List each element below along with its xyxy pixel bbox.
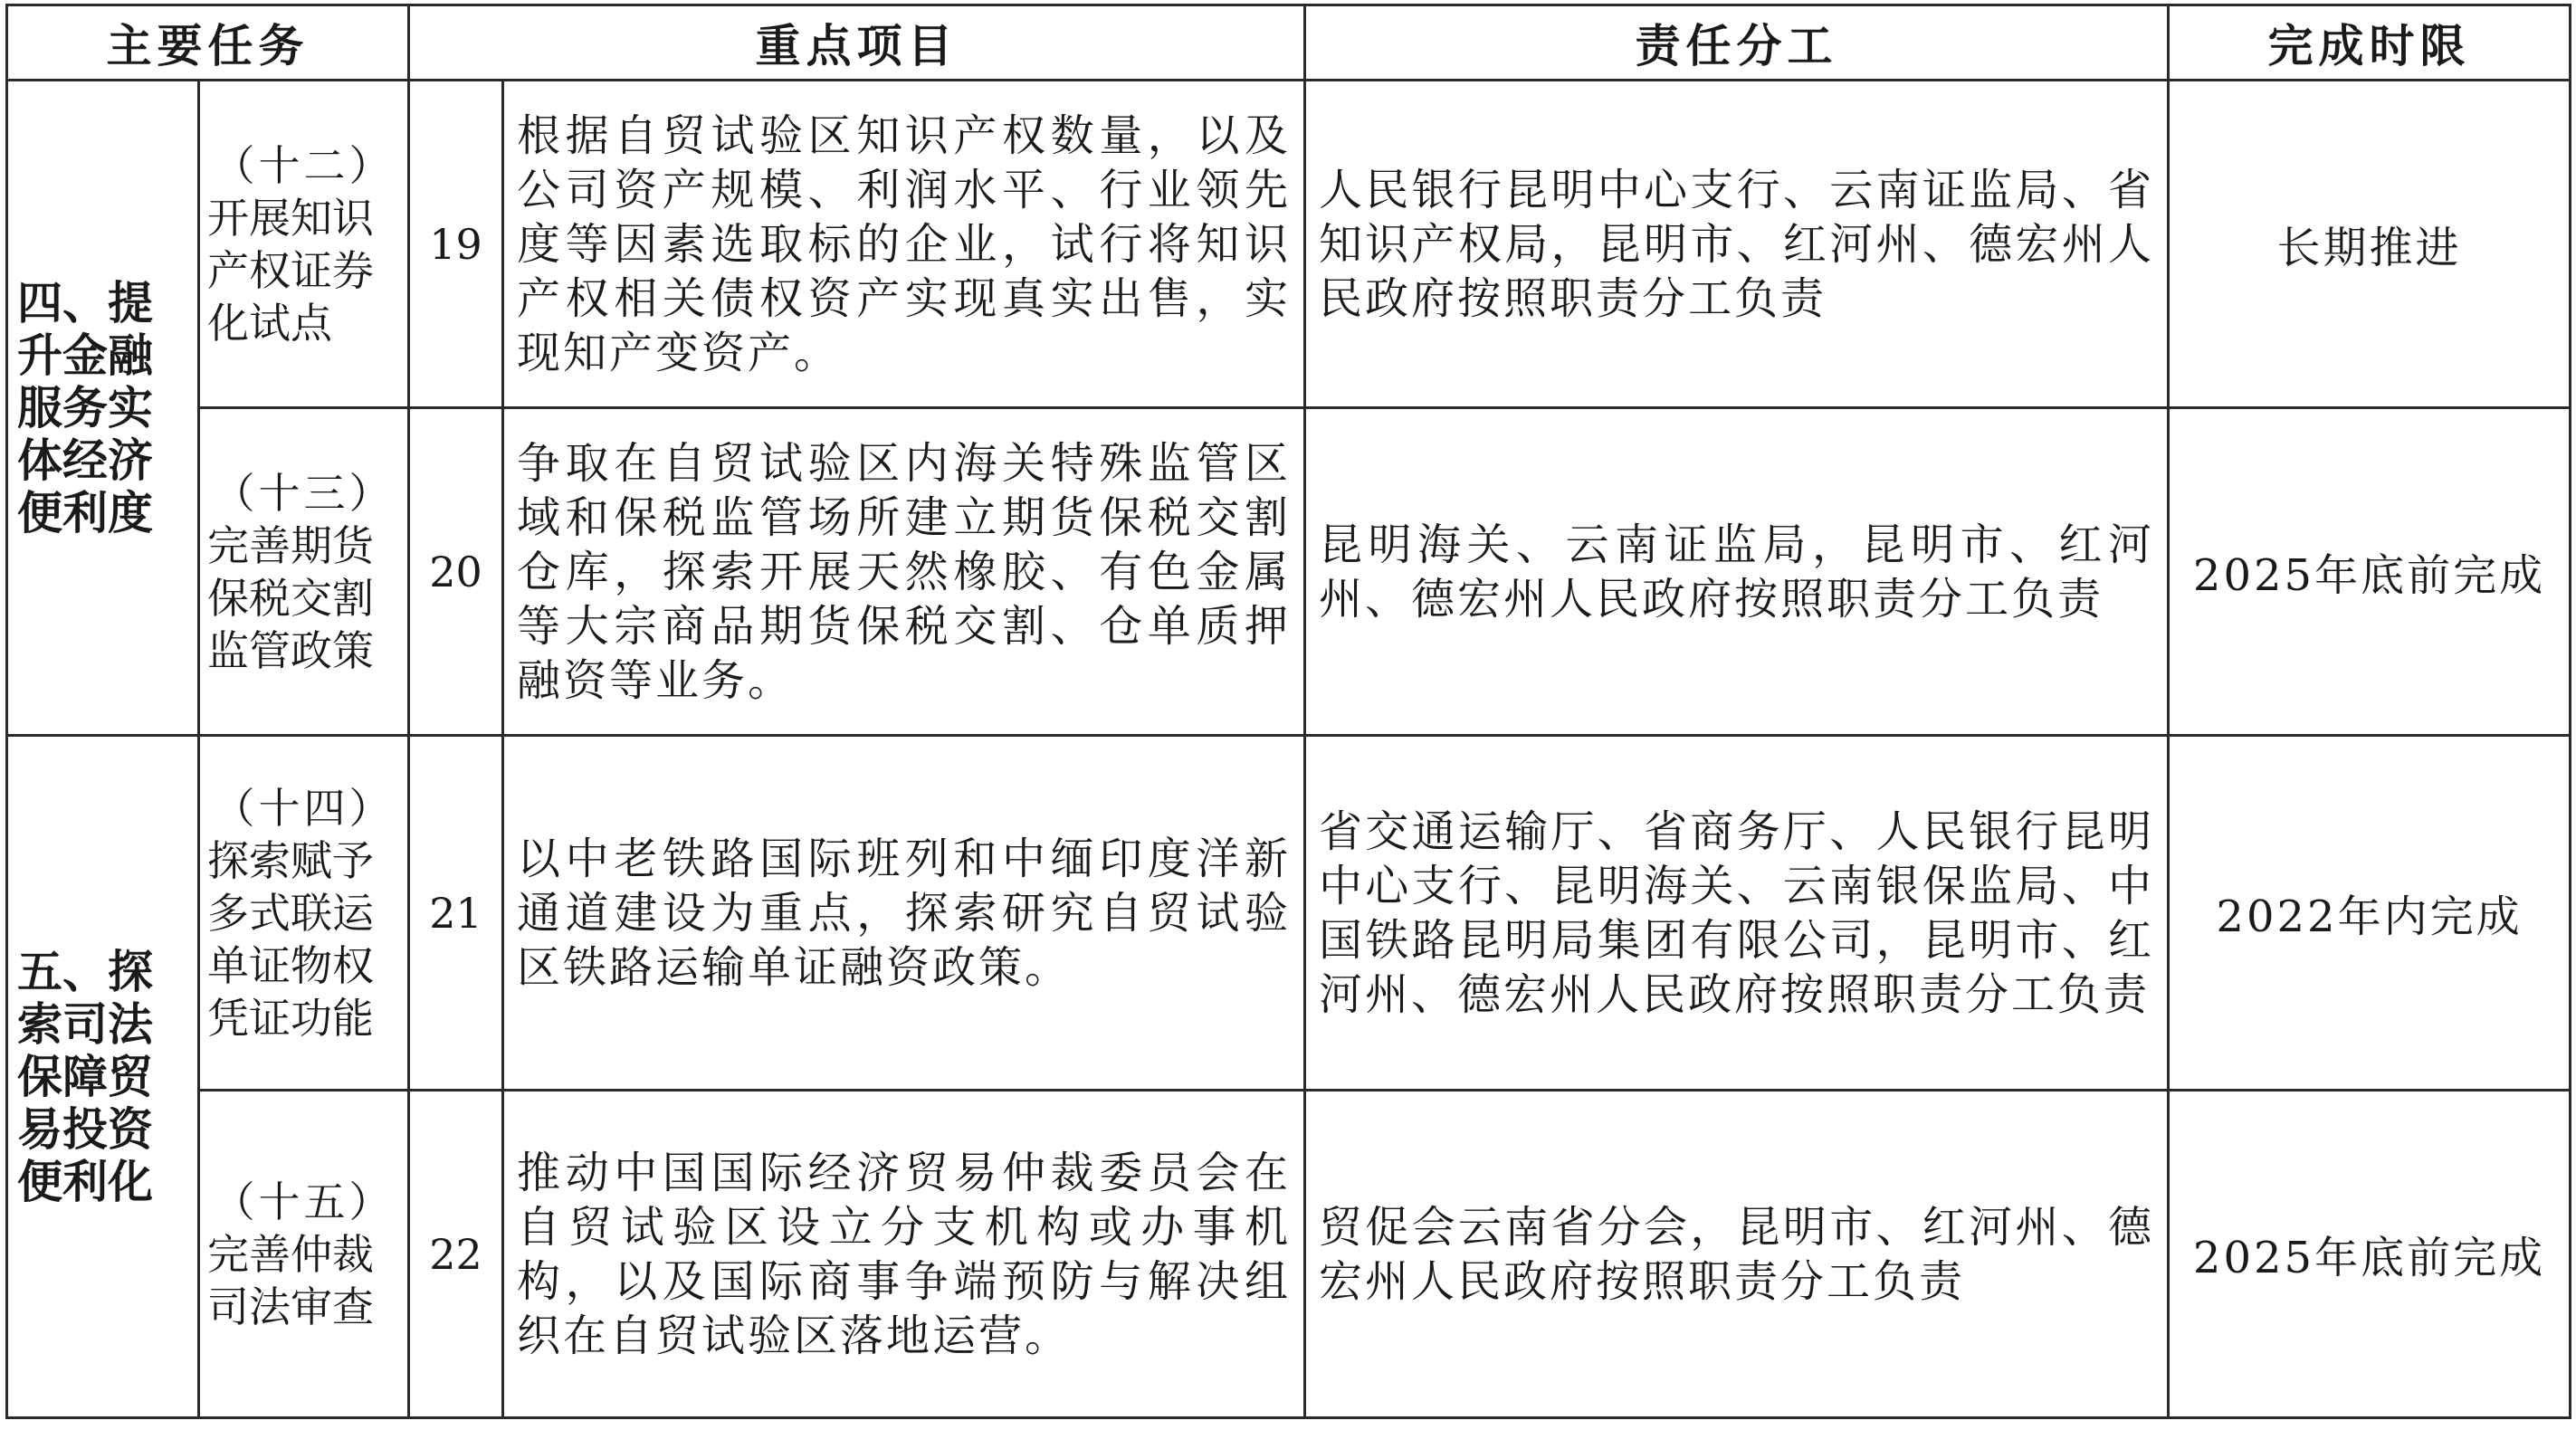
project-cell: 以中老铁路国际班列和中缅印度洋新通道建设为重点，探索研究自贸试验区铁路运输单证融资政策。 — [503, 736, 1305, 1091]
responsibility-cell: 贸促会云南省分会，昆明市、红河州、德宏州人民政府按照职责分工负责 — [1305, 1091, 2169, 1418]
table-row — [7, 1091, 2571, 1418]
item-number: 20 — [409, 408, 503, 736]
responsibility-cell: 昆明海关、云南证监局，昆明市、红河州、德宏州人民政府按照职责分工负责 — [1305, 408, 2169, 736]
item-number: 21 — [409, 736, 503, 1091]
subtask-number: （十二） — [213, 140, 395, 190]
table-row — [7, 81, 2571, 408]
subtask-cell — [199, 736, 409, 1091]
subtask-title: 完善仲裁司法审查 — [207, 1229, 374, 1331]
subtask-cell — [199, 408, 409, 736]
responsibility-cell: 省交通运输厅、省商务厅、人民银行昆明中心支行、昆明海关、云南银保监局、中国铁路昆明局集团有限公司，昆明市、红河州、德宏州人民政府按照职责分工负责 — [1305, 736, 2169, 1091]
project-cell: 争取在自贸试验区内海关特殊监管区域和保税监管场所建立期货保税交割仓库，探索开展天然橡胶、有色金属等大宗商品期货保税交割、仓单质押融资等业务。 — [503, 408, 1305, 736]
deadline-cell: 长期推进 — [2169, 81, 2571, 408]
category-cell: 四、提升金融服务实体经济便利度 — [7, 81, 199, 736]
subtask-number: （十四） — [213, 783, 395, 833]
category-cell: 五、探索司法保障贸易投资便利化 — [7, 736, 199, 1418]
project-cell: 根据自贸试验区知识产权数量，以及公司资产规模、利润水平、行业领先度等因素选取标的企业，试行将知识产权相关债权资产实现真实出售，实现知产变资产。 — [503, 81, 1305, 408]
header-project: 重点项目 — [409, 5, 1305, 81]
task-table — [5, 4, 2571, 1419]
subtask-number: （十三） — [213, 468, 395, 518]
item-number: 22 — [409, 1091, 503, 1418]
subtask-title: 探索赋予多式联运单证物权凭证功能 — [207, 835, 374, 1043]
table-row — [7, 408, 2571, 736]
subtask-number: （十五） — [213, 1177, 395, 1226]
subtask-title: 开展知识产权证券化试点 — [207, 193, 374, 348]
responsibility-cell: 人民银行昆明中心支行、云南证监局、省知识产权局，昆明市、红河州、德宏州人民政府按照职责分工负责 — [1305, 81, 2169, 408]
project-cell: 推动中国国际经济贸易仲裁委员会在自贸试验区设立分支机构或办事机构，以及国际商事争端预防与解决组织在自贸试验区落地运营。 — [503, 1091, 1305, 1418]
deadline-cell: 2022年内完成 — [2169, 736, 2571, 1091]
header-deadline: 完成时限 — [2169, 5, 2571, 81]
deadline-cell: 2025年底前完成 — [2169, 1091, 2571, 1418]
subtask-cell — [199, 1091, 409, 1418]
header-responsibility: 责任分工 — [1305, 5, 2169, 81]
subtask-title: 完善期货保税交割监管政策 — [207, 520, 374, 675]
header-row — [7, 5, 2571, 81]
subtask-cell — [199, 81, 409, 408]
table-row — [7, 736, 2571, 1091]
deadline-cell: 2025年底前完成 — [2169, 408, 2571, 736]
item-number: 19 — [409, 81, 503, 408]
header-task: 主要任务 — [7, 5, 409, 81]
